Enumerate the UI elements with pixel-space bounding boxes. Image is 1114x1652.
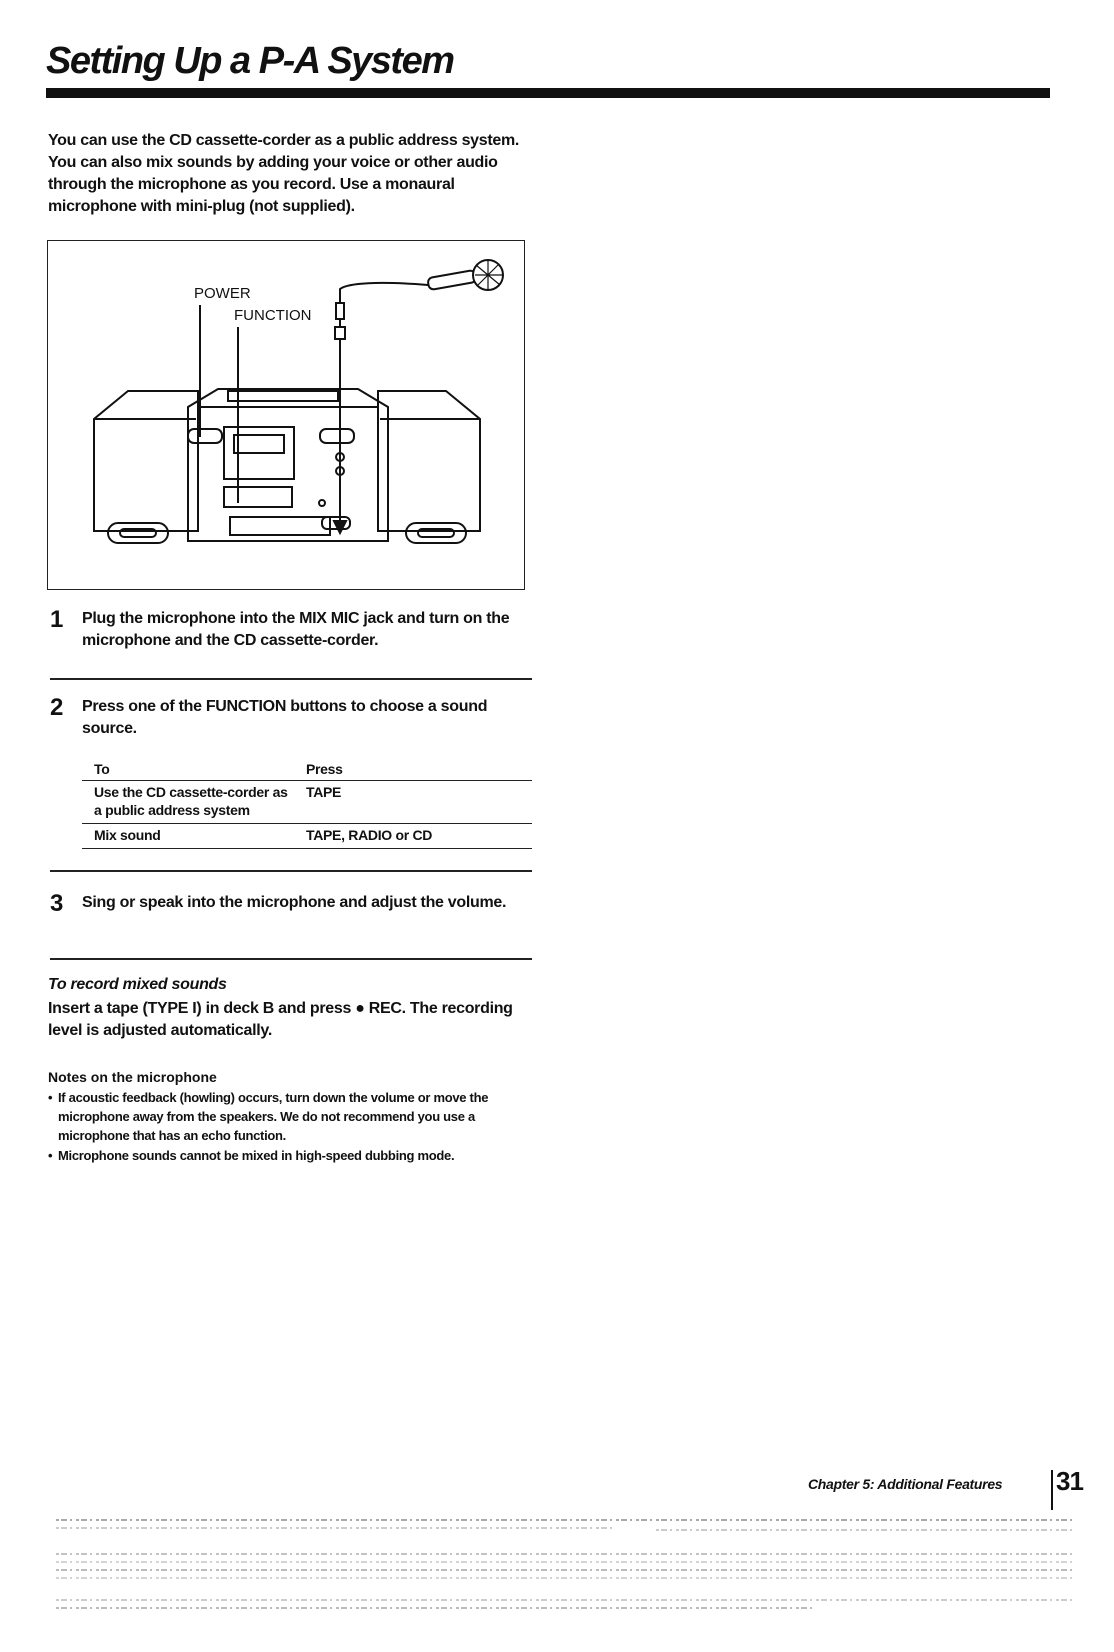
function-table: [82, 761, 532, 849]
table-cell: TAPE: [294, 781, 532, 824]
step-number: 3: [50, 890, 64, 917]
notes-title: Notes on the microphone: [48, 1069, 217, 1085]
footer-chapter: Chapter 5: Additional Features: [808, 1476, 1003, 1492]
table-header: To: [82, 761, 294, 781]
step-text: Plug the microphone into the MIX MIC jack and turn on the microphone and the CD cassette-corder.: [82, 610, 510, 649]
record-section-title: To record mixed sounds: [48, 976, 227, 993]
page-number: 31: [1056, 1466, 1083, 1496]
note-item: [48, 1088, 528, 1145]
bullet-icon: •: [48, 1148, 53, 1163]
divider: [50, 958, 532, 960]
boombox-illustration: [48, 241, 526, 591]
step-text: Sing or speak into the microphone and adjust the volume.: [82, 894, 507, 911]
table-row: [82, 781, 532, 824]
divider: [50, 870, 532, 872]
step-number: 1: [50, 606, 64, 633]
page-title: Setting Up a P-A System: [46, 40, 454, 82]
table-row: [82, 824, 532, 849]
function-label: FUNCTION: [234, 307, 312, 324]
table-header: Press: [294, 761, 532, 781]
table-cell: TAPE, RADIO or CD: [294, 824, 532, 849]
note-text: Microphone sounds cannot be mixed in high-speed dubbing mode.: [58, 1148, 455, 1163]
boombox-figure: [47, 240, 525, 590]
table-cell: Mix sound: [82, 824, 294, 849]
scan-noise: [56, 1510, 1086, 1620]
divider: [50, 678, 532, 680]
note-text: If acoustic feedback (howling) occurs, turn down the volume or move the microphone away from the speakers. We do not recommend you use a microphone that has an echo function.: [58, 1090, 489, 1143]
step-number: 2: [50, 694, 64, 721]
footer-divider: [1051, 1470, 1053, 1510]
record-section-body: Insert a tape (TYPE I) in deck B and press ● REC. The recording level is adjusted automatically.: [48, 1000, 513, 1039]
intro-paragraph: You can use the CD cassette-corder as a public address system. You can also mix sounds by adding your voice or other audio through the microphone as you record. Use a monaural microphone with mini-plug (not supplied).: [48, 132, 520, 215]
title-rule: [46, 88, 1050, 98]
table-cell: Use the CD cassette-corder as a public address system: [82, 781, 294, 824]
note-item: [48, 1146, 528, 1165]
step-text: Press one of the FUNCTION buttons to choose a sound source.: [82, 698, 488, 737]
microphone-icon: [335, 260, 503, 339]
bullet-icon: •: [48, 1090, 53, 1105]
power-label: POWER: [194, 285, 251, 302]
